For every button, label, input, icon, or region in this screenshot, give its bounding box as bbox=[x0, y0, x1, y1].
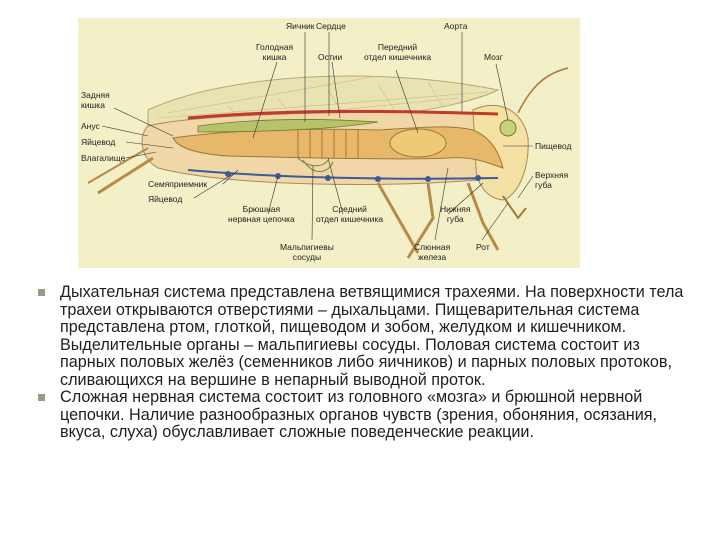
label-aorta: Аорта bbox=[444, 21, 468, 31]
label-brain: Мозг bbox=[484, 52, 503, 62]
label-mouth: Рот bbox=[476, 242, 490, 252]
label-esophagus: Пищевод bbox=[535, 141, 572, 151]
bullet-text: Дыхательная система представлена ветвящимися трахеями. На поверхности тела трахеи открываются отверстиями – дыхальцами. Пищеварительная система представлена ртом, глоткой, пищеводом и зобом, желудком и кишечником. Выделительные органы – мальпигиевы сосуды. Половая система состоит из парных половых желёз (семенников либо яичников) и парных половых протоков, сливающихся на вершине в непарный выводной проток. bbox=[60, 283, 684, 389]
label-hindgut: Задняя кишка bbox=[81, 90, 110, 110]
bullet-marker bbox=[38, 394, 45, 401]
antenna bbox=[518, 68, 568, 113]
label-ostia: Остии bbox=[318, 52, 343, 62]
bullet-text: Сложная нервная система состоит из головного «мозга» и брюшной нервной цепочки. Наличие разнообразных органов чувств (зрения, обоняния, осязания, вкуса, слуха) обуславливает сложные поведенческие реакции. bbox=[60, 388, 658, 441]
label-heart: Сердце bbox=[316, 21, 346, 31]
label-upper-lip: Верхняя губа bbox=[535, 170, 569, 190]
label-lower-lip: Нижняя губа bbox=[440, 204, 471, 224]
insect-anatomy-diagram bbox=[78, 18, 580, 268]
label-ovary: Яичник bbox=[286, 21, 315, 31]
mouthparts bbox=[503, 196, 526, 218]
bullet-item bbox=[38, 284, 698, 389]
label-midgut: Средний отдел кишечника bbox=[316, 204, 384, 224]
label-anus: Анус bbox=[81, 121, 100, 131]
bullet-item bbox=[38, 389, 698, 442]
crop bbox=[390, 129, 446, 157]
label-nerve-cord: Брюшная нервная цепочка bbox=[228, 204, 295, 224]
brain bbox=[500, 120, 516, 136]
label-spermatheca: Семяприемник bbox=[148, 179, 208, 189]
bullet-marker bbox=[38, 289, 45, 296]
label-oviduct: Яйцевод bbox=[148, 194, 183, 204]
label-vagina: Влагалище bbox=[81, 153, 126, 163]
label-oviduct-top: Яйцевод bbox=[81, 137, 116, 147]
label-salivary-gland: Слюнная железа bbox=[414, 242, 451, 262]
bullet-list bbox=[38, 284, 698, 442]
label-foregut: Передний отдел кишечника bbox=[364, 42, 432, 62]
label-hindgut-top: Голодная кишка bbox=[256, 42, 294, 62]
label-malpighian: Мальпигиевы сосуды bbox=[280, 242, 334, 262]
